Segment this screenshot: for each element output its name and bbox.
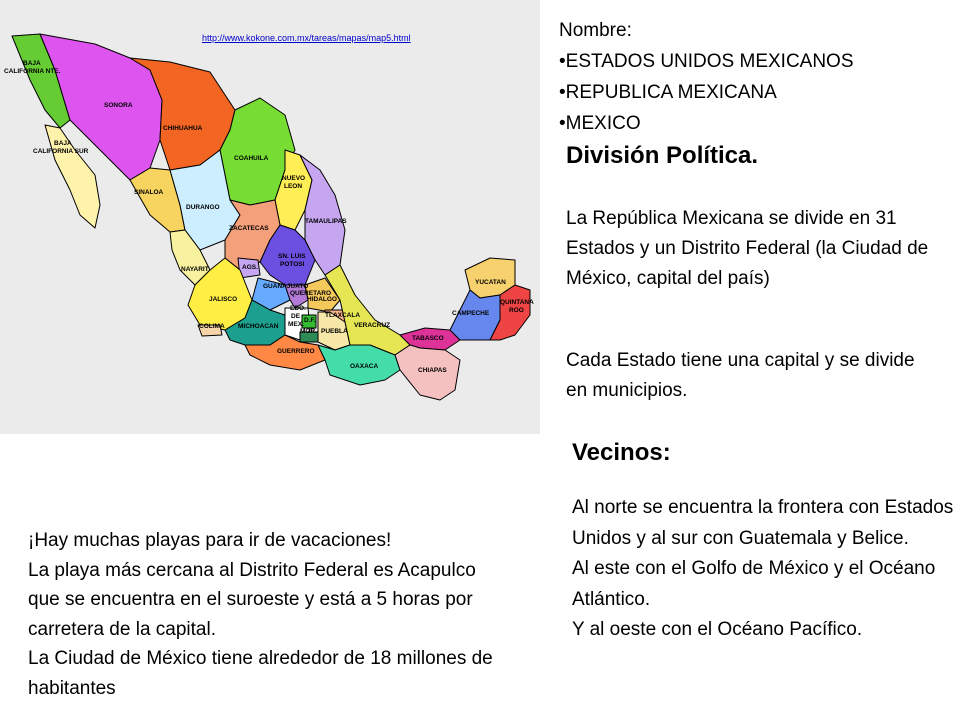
label-queretaro: QUERETARO: [290, 290, 332, 297]
label-zacatecas: ZACATECAS: [229, 225, 269, 232]
label-df: D.F.: [304, 317, 316, 324]
label-coahuila: COAHUILA: [234, 155, 269, 162]
label-tabasco: TABASCO: [412, 335, 444, 342]
label-de: DE: [291, 313, 301, 320]
label-durango: DURANGO: [186, 204, 220, 211]
playas-paragraph: [28, 526, 498, 703]
names-item: • ESTADOS UNIDOS MEXICANOS: [559, 46, 854, 77]
vecinos-title: Vecinos:: [572, 439, 671, 466]
label-tlaxcala: TLAXCALA: [325, 312, 361, 319]
label-potosi: POTOSI: [280, 261, 305, 268]
label-baja-california-sur: CALIFORNIA SUR: [33, 148, 89, 155]
label-jalisco: JALISCO: [209, 296, 238, 303]
label-nayarit: NAYARIT: [181, 266, 209, 273]
map-source-link[interactable]: http://www.kokone.com.mx/tareas/mapas/map5.html: [202, 33, 411, 43]
label-guerrero: GUERRERO: [277, 348, 315, 355]
vecinos-line: Al norte se encuentra la frontera con Estados Unidos y al sur con Guatemala y Belice.: [572, 497, 954, 549]
map-figure: [0, 0, 540, 434]
names-item: • MEXICO: [559, 108, 854, 139]
label-baja-1: BAJA: [23, 60, 41, 67]
label-oaxaca: OAXACA: [350, 363, 379, 370]
label-roo: ROO: [509, 307, 524, 314]
label-campeche: CAMPECHE: [452, 310, 490, 317]
label-baja-california-nte: CALIFORNIA NTE.: [4, 68, 61, 75]
label-sonora: SONORA: [104, 102, 133, 109]
label-leon: LEON: [284, 183, 303, 190]
country-names: [559, 15, 854, 139]
names-list: [559, 46, 854, 139]
mexico-political-map: [0, 0, 540, 434]
names-heading: Nombre:: [559, 20, 632, 41]
division-municipios-paragraph: Cada Estado tiene una capital y se divide en municipios.: [566, 350, 915, 401]
names-item: • REPUBLICA MEXICANA: [559, 77, 854, 108]
label-ags: AGS.: [242, 264, 258, 271]
vecinos-line: Y al oeste con el Océano Pacífico.: [572, 619, 863, 640]
label-veracruz: VERACRUZ: [354, 322, 391, 329]
label-sinaloa: SINALOA: [134, 189, 164, 196]
label-nuevo: NUEVO: [282, 175, 306, 182]
label-mor: MOR.: [300, 328, 317, 335]
label-tamaulipas: TAMAULIPAS: [305, 218, 347, 225]
label-yucatan: YUCATAN: [475, 279, 506, 286]
playas-line: La Ciudad de México tiene alrededor de 18 millones de habitantes: [28, 648, 493, 699]
label-chihuahua: CHIHUAHUA: [163, 125, 203, 132]
label-sn-luis: SN. LUIS: [278, 253, 306, 260]
division-title: División Política.: [566, 142, 759, 169]
label-chiapas: CHIAPAS: [418, 367, 447, 374]
vecinos-paragraph: [572, 493, 957, 646]
label-michoacan: MICHOACAN: [238, 323, 279, 330]
label-mex: MEX.: [288, 321, 304, 328]
playas-line: La playa más cercana al Distrito Federal es Acapulco que se encuentra en el suroeste y está a 5 horas por carretera de la capital.: [28, 559, 476, 640]
vecinos-line: Al este con el Golfo de México y el Océano Atlántico.: [572, 558, 936, 610]
playas-line: ¡Hay muchas playas para ir de vacaciones!: [28, 530, 392, 551]
label-guanajuato: GUANAJUATO: [263, 283, 309, 290]
label-colima: COLIMA: [199, 323, 225, 330]
label-hidalgo: HIDALGO: [307, 296, 337, 303]
label-puebla: PUEBLA: [321, 328, 348, 335]
label-edo: EDO.: [290, 305, 306, 312]
division-paragraph: La República Mexicana se divide en 31 Estados y un Distrito Federal (la Ciudad de México, capital del país): [566, 208, 929, 289]
label-baja-2: BAJA: [54, 140, 72, 147]
label-quintana: QUINTANA: [500, 299, 534, 306]
